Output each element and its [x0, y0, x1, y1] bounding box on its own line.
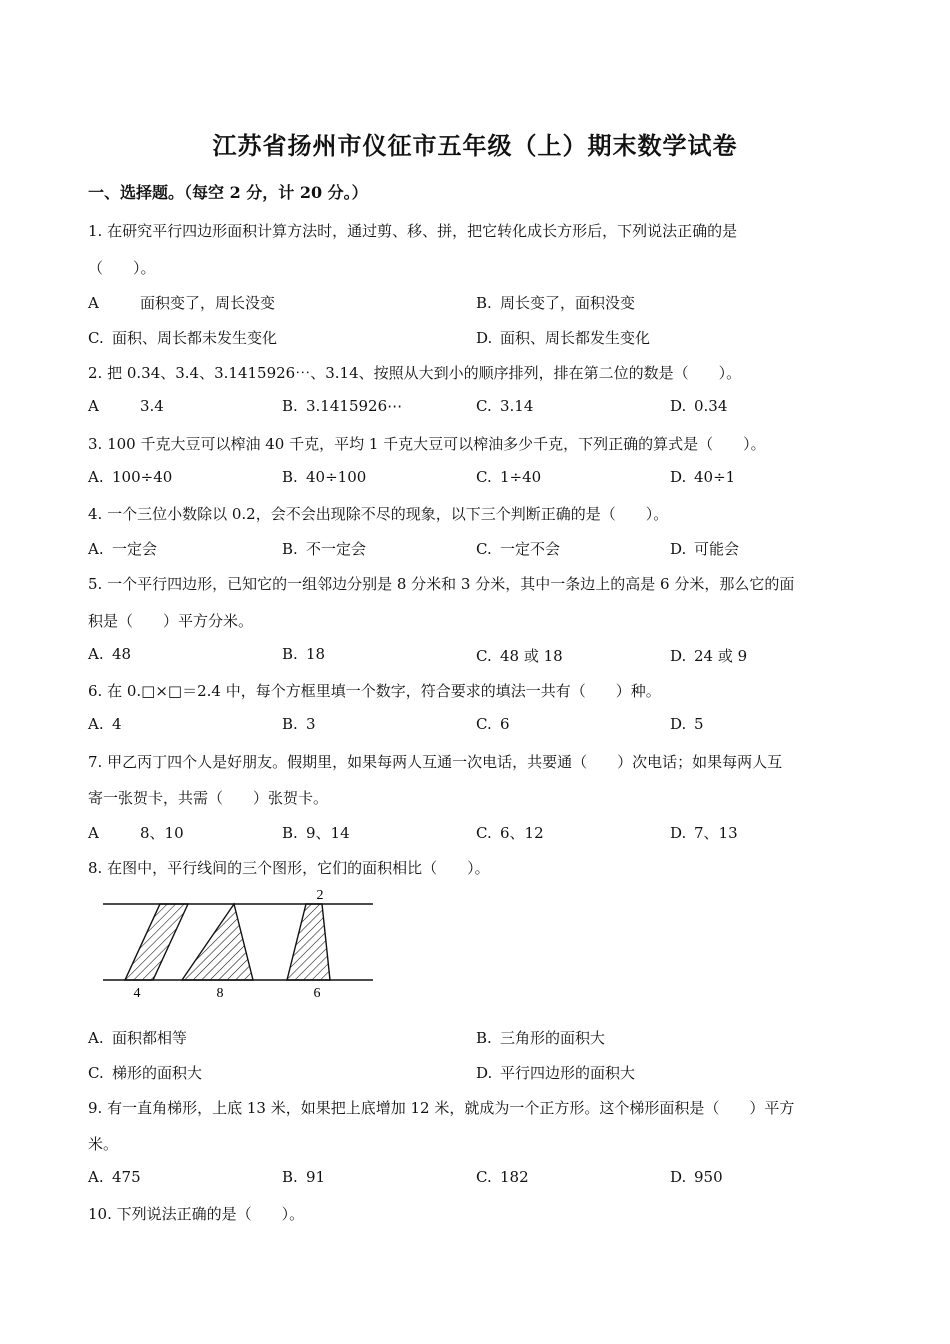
question-6-line-1: 6. 在 0.□×□＝2.4 中，每个方框里填一个数字，符合要求的填法一共有（ ）种。: [88, 682, 661, 700]
question-6-option-a[interactable]: A. 4: [88, 715, 122, 733]
question-7-option-d[interactable]: D. 7、13: [670, 824, 738, 842]
question-1-line-2: （ ）。: [88, 259, 156, 277]
question-3-option-d[interactable]: D. 40÷1: [670, 468, 736, 486]
question-7-option-c[interactable]: C. 6、12: [476, 824, 544, 842]
question-2-line-1: 2. 把 0.34、3.4、3.1415926⋯、3.14、按照从大到小的顺序排列，排在第二位的数是（ ）。: [88, 364, 742, 382]
question-5-option-d[interactable]: D. 24 或 9: [670, 647, 748, 665]
question-1-option-b[interactable]: B. 周长变了，面积没变: [476, 294, 636, 312]
question-2-option-a[interactable]: A 3.4: [88, 397, 164, 415]
question-4-option-d[interactable]: D. 可能会: [670, 540, 740, 558]
question-3-option-c[interactable]: C. 1÷40: [476, 468, 542, 486]
question-9-option-b[interactable]: B. 91: [282, 1168, 326, 1186]
figure-label-triangle-base: 8: [216, 986, 224, 1001]
question-5-line-2: 积是（ ）平方分米。: [88, 612, 254, 630]
question-5-option-b[interactable]: B. 18: [282, 645, 326, 663]
question-4-option-a[interactable]: A. 一定会: [88, 540, 158, 558]
question-2-option-b[interactable]: B. 3.1415926⋯: [282, 397, 403, 415]
question-7-option-a[interactable]: A 8、10: [88, 824, 184, 842]
question-6-option-b[interactable]: B. 3: [282, 715, 316, 733]
trapezoid-shape: [287, 904, 330, 980]
figure-label-top: 2: [316, 888, 324, 903]
question-1-option-d[interactable]: D. 面积、周长都发生变化: [476, 329, 651, 347]
section-heading: 一、选择题。（每空 2 分，计 20 分。）: [88, 183, 368, 202]
question-9-line-1: 9. 有一直角梯形，上底 13 米，如果把上底增加 12 米，就成为一个正方形。这个梯形面积是（ ）平方: [88, 1099, 795, 1117]
question-8-option-c[interactable]: C. 梯形的面积大: [88, 1064, 203, 1082]
question-3-line-1: 3. 100 千克大豆可以榨油 40 千克，平均 1 千克大豆可以榨油多少千克，下列正确的算式是（ ）。: [88, 435, 766, 453]
question-4-line-1: 4. 一个三位小数除以 0.2，会不会出现除不尽的现象，以下三个判断正确的是（ ）。: [88, 505, 669, 523]
triangle-shape: [182, 904, 253, 980]
figure-label-trapezoid-base: 6: [313, 986, 321, 1001]
question-3-option-a[interactable]: A. 100÷40: [88, 468, 173, 486]
question-8-option-d[interactable]: D. 平行四边形的面积大: [476, 1064, 636, 1082]
question-9-option-c[interactable]: C. 182: [476, 1168, 529, 1186]
question-4-option-b[interactable]: B. 不一定会: [282, 540, 367, 558]
question-8-line-1: 8. 在图中，平行线间的三个图形，它们的面积相比（ ）。: [88, 859, 490, 877]
parallel-lines-figure: [100, 886, 390, 1006]
figure-label-parallelogram-base: 4: [133, 986, 141, 1001]
question-5-option-c[interactable]: C. 48 或 18: [476, 647, 563, 665]
question-9-option-a[interactable]: A. 475: [88, 1168, 141, 1186]
question-8-option-b[interactable]: B. 三角形的面积大: [476, 1029, 606, 1047]
question-9-option-d[interactable]: D. 950: [670, 1168, 723, 1186]
question-7-line-2: 寄一张贺卡，共需（ ）张贺卡。: [88, 789, 329, 807]
question-10-line-1: 10. 下列说法正确的是（ ）。: [88, 1205, 305, 1223]
page-title: 江苏省扬州市仪征市五年级（上）期末数学试卷: [212, 131, 738, 160]
question-2-option-d[interactable]: D. 0.34: [670, 397, 728, 415]
question-5-option-a[interactable]: A. 48: [88, 645, 132, 663]
question-9-line-2: 米。: [88, 1135, 119, 1153]
question-7-line-1: 7. 甲乙丙丁四个人是好朋友。假期里，如果每两人互通一次电话，共要通（ ）次电话；如果每两人互: [88, 753, 783, 771]
question-6-option-d[interactable]: D. 5: [670, 715, 704, 733]
question-5-line-1: 5. 一个平行四边形，已知它的一组邻边分别是 8 分米和 3 分米，其中一条边上的高是 6 分米，那么它的面: [88, 575, 795, 593]
question-1-option-a[interactable]: A 面积变了，周长没变: [88, 294, 276, 312]
question-1-line-1: 1. 在研究平行四边形面积计算方法时，通过剪、移、拼，把它转化成长方形后，下列说法正确的是: [88, 222, 738, 240]
question-6-option-c[interactable]: C. 6: [476, 715, 510, 733]
question-7-option-b[interactable]: B. 9、14: [282, 824, 350, 842]
question-4-option-c[interactable]: C. 一定不会: [476, 540, 561, 558]
question-2-option-c[interactable]: C. 3.14: [476, 397, 534, 415]
question-1-option-c[interactable]: C. 面积、周长都未发生变化: [88, 329, 278, 347]
parallelogram-shape: [125, 904, 188, 980]
question-3-option-b[interactable]: B. 40÷100: [282, 468, 367, 486]
question-8-option-a[interactable]: A. 面积都相等: [88, 1029, 188, 1047]
